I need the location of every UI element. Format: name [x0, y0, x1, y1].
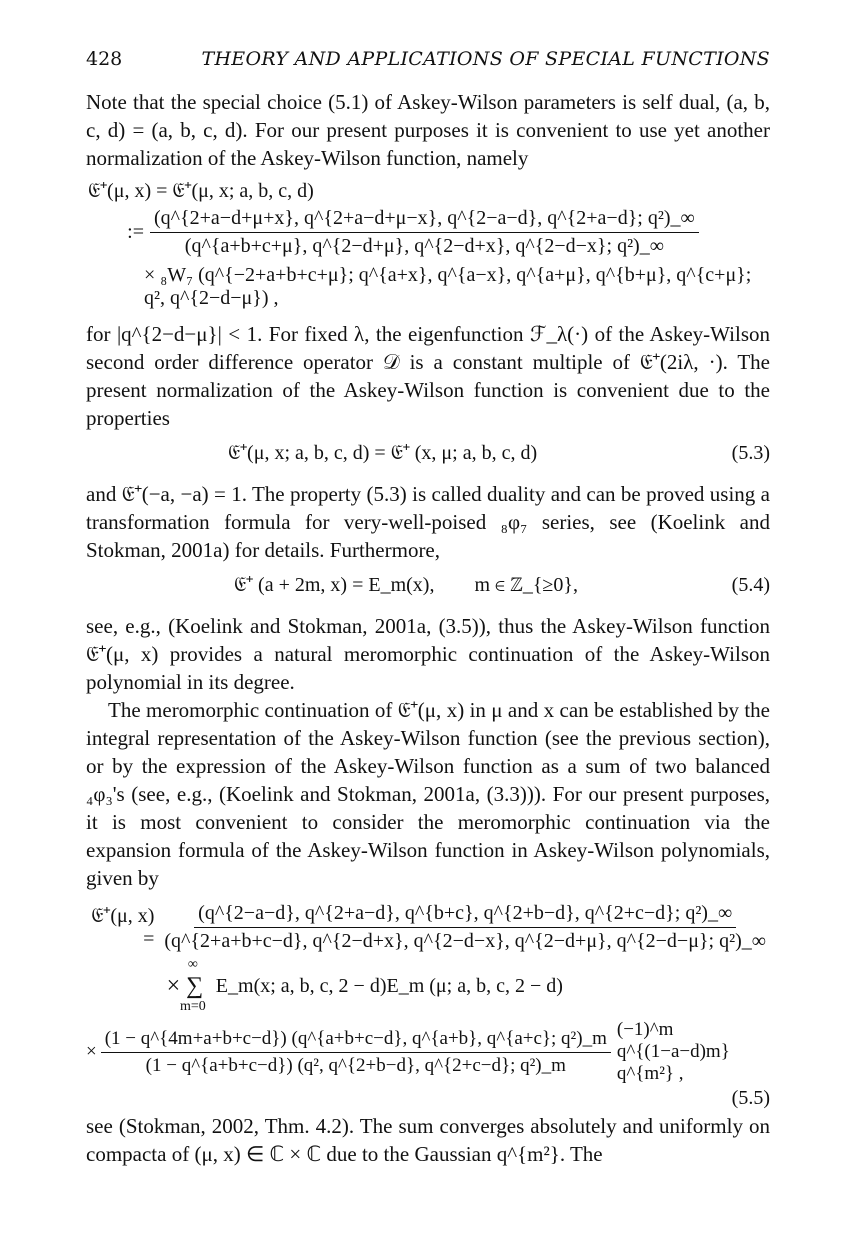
eq-5-5-summation: [164, 957, 206, 1015]
eq-fraction-1-numerator: (q^{2+a−d+μ+x}, q^{2+a−d+μ−x}, q^{2−a−d}, q^{2+a−d}; q²)_∞: [150, 207, 699, 233]
eq-5-5-fraction-1: [160, 902, 770, 953]
running-head-title: THEORY AND APPLICATIONS OF SPECIAL FUNCTIONS: [201, 48, 770, 70]
paragraph-2: for |q^{2−d−μ}| < 1. For fixed λ, the eigenfunction ℱ_λ(·) of the Askey-Wilson second order difference operator 𝒟 is a constant multiple of 𝔈⁺(2iλ, ·). The present normalization of the Askey-Wilson function is convenient due to the properties: [86, 322, 770, 430]
equation-5-3: [86, 442, 770, 472]
paragraph-4: see, e.g., (Koelink and Stokman, 2001a, (3.5)), thus the Askey-Wilson function 𝔈⁺(μ, x) provides a natural meromorphic continuation of the Askey-Wilson polynomial in its degree.: [86, 614, 770, 694]
eq-5-5-fraction-1-numerator: (q^{2−a−d}, q^{2+a−d}, q^{b+c}, q^{2+b−d}, q^{2+c−d}; q²)_∞: [194, 902, 736, 928]
eq-defined-as: :=: [127, 221, 144, 243]
page-number: 428: [86, 48, 123, 70]
eq-5-4-body: 𝔈⁺ (a + 2m, x) = E_m(x), m ∈ ℤ_{≥0},: [234, 574, 578, 596]
equation-5-4: [86, 574, 770, 604]
eq-5-5-lhs: 𝔈⁺(μ, x) =: [91, 904, 155, 950]
eq-5-5-sum-body: E_m(x; a, b, c, 2 − d)E_m (μ; a, b, c, 2 − d): [215, 974, 563, 997]
page: [86, 48, 770, 1168]
paragraph-6: see (Stokman, 2002, Thm. 4.2). The sum converges absolutely and uniformly on compacta of (μ, x) ∈ ℂ × ℂ due to the Gaussian q^{m²}. The: [86, 1114, 770, 1166]
eq-5-5-fraction-2-denominator: (1 − q^{a+b+c−d}) (q², q^{2+b−d}, q^{2+c−d}; q²)_m: [145, 1054, 566, 1076]
eq-line-1: 𝔈⁺(μ, x) = 𝔈⁺(μ, x; a, b, c, d): [88, 180, 314, 202]
equation-5-5: [86, 902, 770, 1110]
eq-fraction-1: [150, 207, 699, 258]
running-header: [86, 48, 770, 78]
eq-fraction-1-denominator: (q^{a+b+c+μ}, q^{2−d+μ}, q^{2−d+x}, q^{2−d−x}; q²)_∞: [184, 235, 664, 257]
sum-upper-limit: ∞: [187, 957, 198, 972]
eq-5-3-number: (5.3): [731, 442, 770, 464]
eq-5-5-times: ×: [86, 1041, 97, 1062]
paragraph-5: The meromorphic continuation of 𝔈⁺(μ, x) in μ and x can be established by the integral representation of the Askey-Wilson function (see the previous section), or by the expression of the Askey-Wilson function as a sum of two balanced ₄φ₃'s (see, e.g., (Koelink and Stokman, 2001a, (3.3))). For our present purposes, it is most convenient to consider the meromorphic continuation via the expansion formula of the Askey-Wilson function in Askey-Wilson polynomials, given by: [86, 698, 770, 890]
sum-sign: × ∑: [166, 973, 204, 999]
paragraph-3: and 𝔈⁺(−a, −a) = 1. The property (5.3) is called duality and can be proved using a transformation formula for very-well-poised ₈φ₇ series, see (Koelink and Stokman, 2001a) for details. Furthermore,: [86, 482, 770, 562]
eq-5-5-fraction-1-denominator: (q^{2+a+b+c−d}, q^{2−d+x}, q^{2−d−x}, q^{2−d+μ}, q^{2−d−μ}; q²)_∞: [164, 930, 766, 952]
eq-line-3: × ₈W₇ (q^{−2+a+b+c+μ}; q^{a+x}, q^{a−x}, q^{a+μ}, q^{b+μ}, q^{c+μ}; q², q^{2−d−μ}) ,: [144, 264, 752, 309]
sum-lower-limit: m=0: [180, 999, 206, 1014]
paragraph-1: Note that the special choice (5.1) of Askey-Wilson parameters is self dual, (a, b, c, d) = (a, b, c, d). For our present purposes it is convenient to use yet another normalization of the Askey-Wilson function, namely: [86, 90, 770, 170]
eq-5-5-number: (5.5): [731, 1087, 770, 1109]
eq-5-3-body: 𝔈⁺(μ, x; a, b, c, d) = 𝔈⁺ (x, μ; a, b, c, d): [228, 442, 538, 464]
eq-5-5-fraction-2: [101, 1028, 611, 1077]
eq-5-5-fraction-2-numerator: (1 − q^{4m+a+b+c−d}) (q^{a+b+c−d}, q^{a+b}, q^{a+c}; q²)_m: [101, 1028, 611, 1053]
eq-5-5-tail: (−1)^m q^{(1−a−d)m} q^{m²} ,: [616, 1019, 730, 1084]
eq-5-4-number: (5.4): [731, 574, 770, 596]
equation-askey-wilson-definition: [86, 180, 770, 310]
